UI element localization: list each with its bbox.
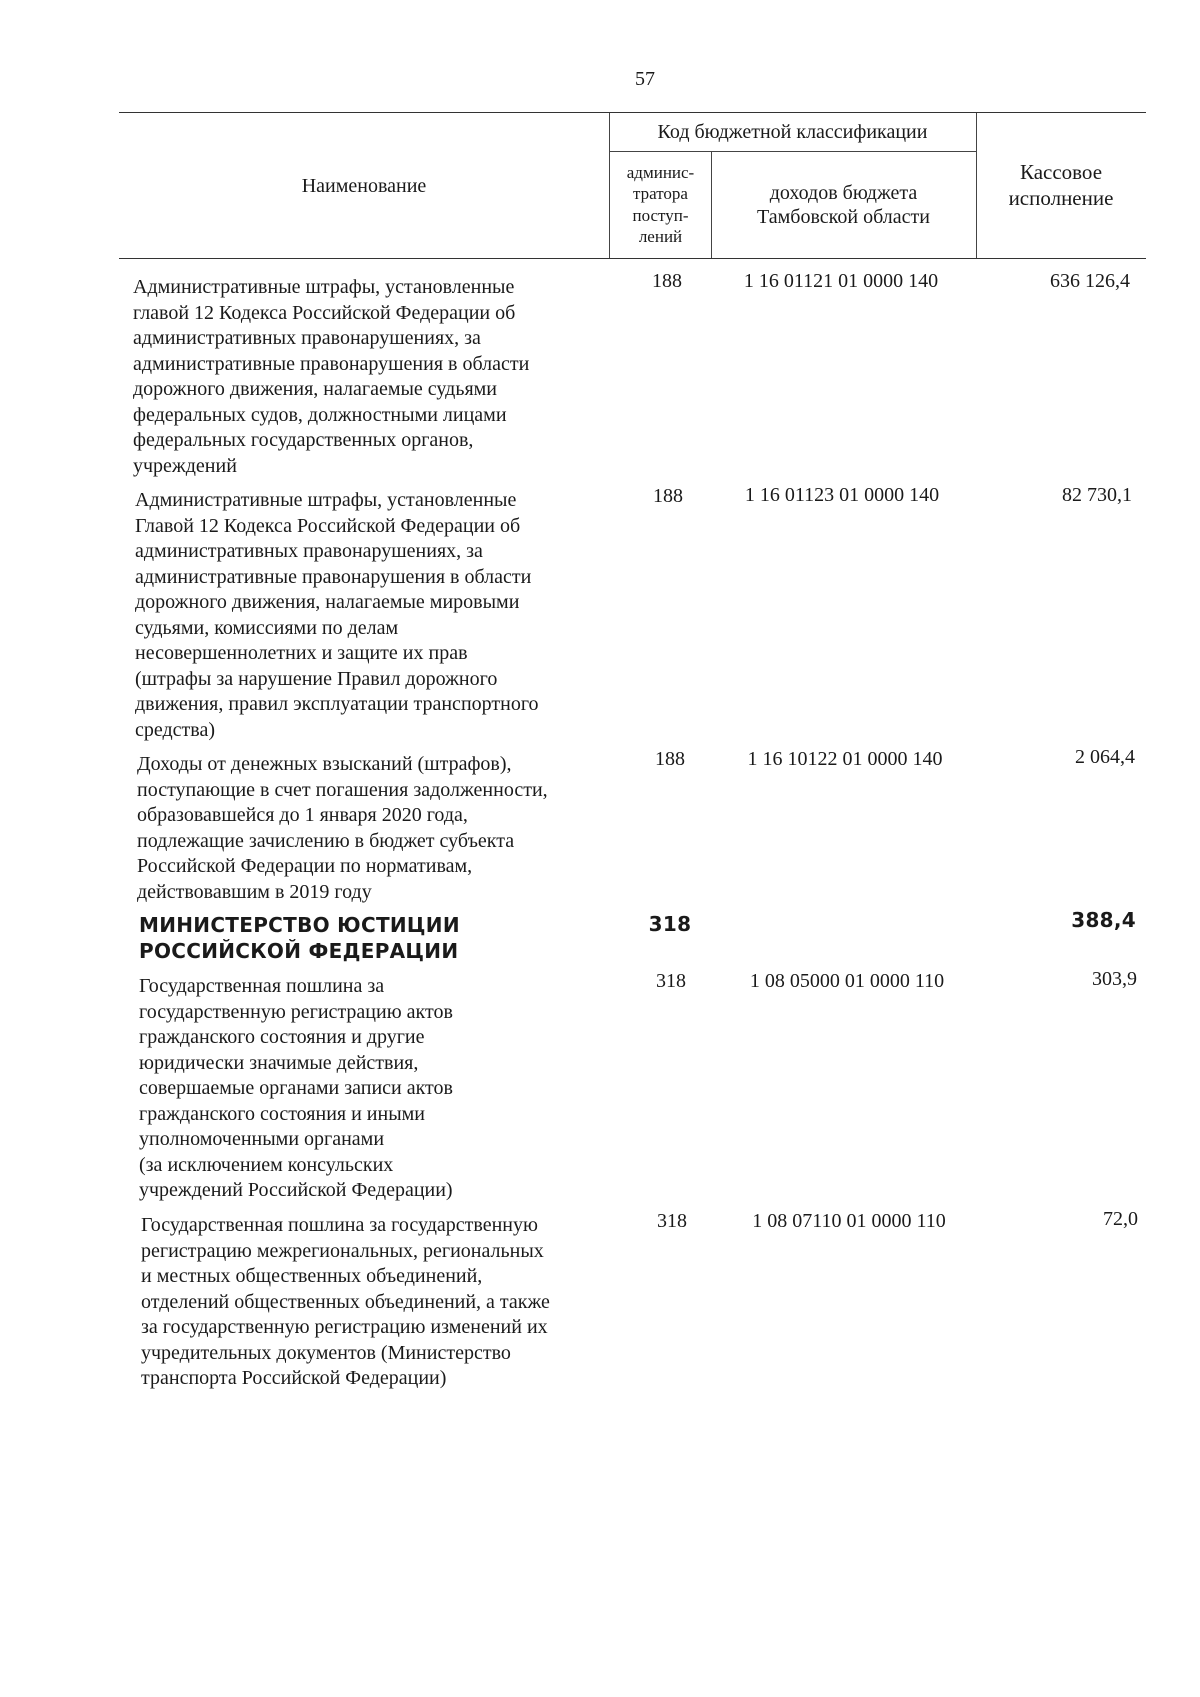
row-code: 1 16 01123 01 0000 140: [744, 484, 940, 506]
row-admin: 188: [655, 748, 685, 770]
row-amount: 82 730,1: [1062, 484, 1132, 506]
row-admin: 318: [657, 1210, 687, 1232]
header-name: Наименование: [301, 174, 427, 197]
row-name: МИНИСТЕРСТВО ЮСТИЦИИ РОССИЙСКОЙ ФЕДЕРАЦИИ: [139, 913, 460, 963]
header-code: доходов бюджета Тамбовской области: [757, 181, 930, 228]
row-amount: 2 064,4: [1075, 746, 1135, 768]
row-code: 1 16 10122 01 0000 140: [747, 748, 943, 770]
header-admin: админис- тратора поступ- лений: [626, 163, 695, 246]
row-admin: 318: [656, 970, 686, 992]
table-header: [119, 112, 1146, 259]
page-number: 57: [635, 68, 655, 90]
row-name: Государственная пошлина за государственную регистрацию межрегиональных, региональных и местных общественных объединений, отделений общественных объединений, а также за государственную регистрацию изменений их учредительных документов (Министерство транспорта Российской Федерации): [141, 1214, 550, 1389]
row-admin: 188: [653, 485, 683, 507]
row-amount: 388,4: [1071, 908, 1136, 932]
row-amount: 303,9: [1092, 968, 1137, 990]
row-code: 1 08 07110 01 0000 110: [752, 1210, 946, 1232]
row-admin: 188: [652, 270, 682, 292]
row-name: Административные штрафы, установленные главой 12 Кодекса Российской Федерации об административных правонарушениях, за административные правонарушения в области дорожного движения, налагаемые судьями федеральных судов, должностными лицами федеральных государственных органов, учреждений: [133, 276, 530, 477]
row-code: 1 16 01121 01 0000 140: [743, 270, 939, 292]
row-amount: 72,0: [1103, 1208, 1138, 1230]
row-name: Государственная пошлина за государственную регистрацию актов гражданского состояния и другие юридически значимые действия, совершаемые органами записи актов гражданского состояния и иными уполномоченными органами (за исключением консульских учреждений Российской Федерации): [139, 975, 453, 1201]
row-name: Административные штрафы, установленные Главой 12 Кодекса Российской Федерации об административных правонарушениях, за административные правонарушения в области дорожного движения, налагаемые мировыми судьями, комиссиями по делам несовершеннолетних и защите их прав (штрафы за нарушение Правил дорожного движения, правил эксплуатации транспортного средства): [135, 489, 539, 741]
row-amount: 636 126,4: [1050, 270, 1130, 292]
row-name: Доходы от денежных взысканий (штрафов), поступающие в счет погашения задолженности, образовавшейся до 1 января 2020 года, подлежащие зачислению в бюджет субъекта Российской Федерации по нормативам, действовавшим в 2019 году: [137, 753, 548, 903]
header-kassa: Кассовое исполнение: [1008, 160, 1114, 210]
header-kbk: Код бюджетной классификации: [657, 121, 928, 143]
row-code: 1 08 05000 01 0000 110: [749, 970, 945, 992]
row-admin: 318: [648, 912, 692, 936]
